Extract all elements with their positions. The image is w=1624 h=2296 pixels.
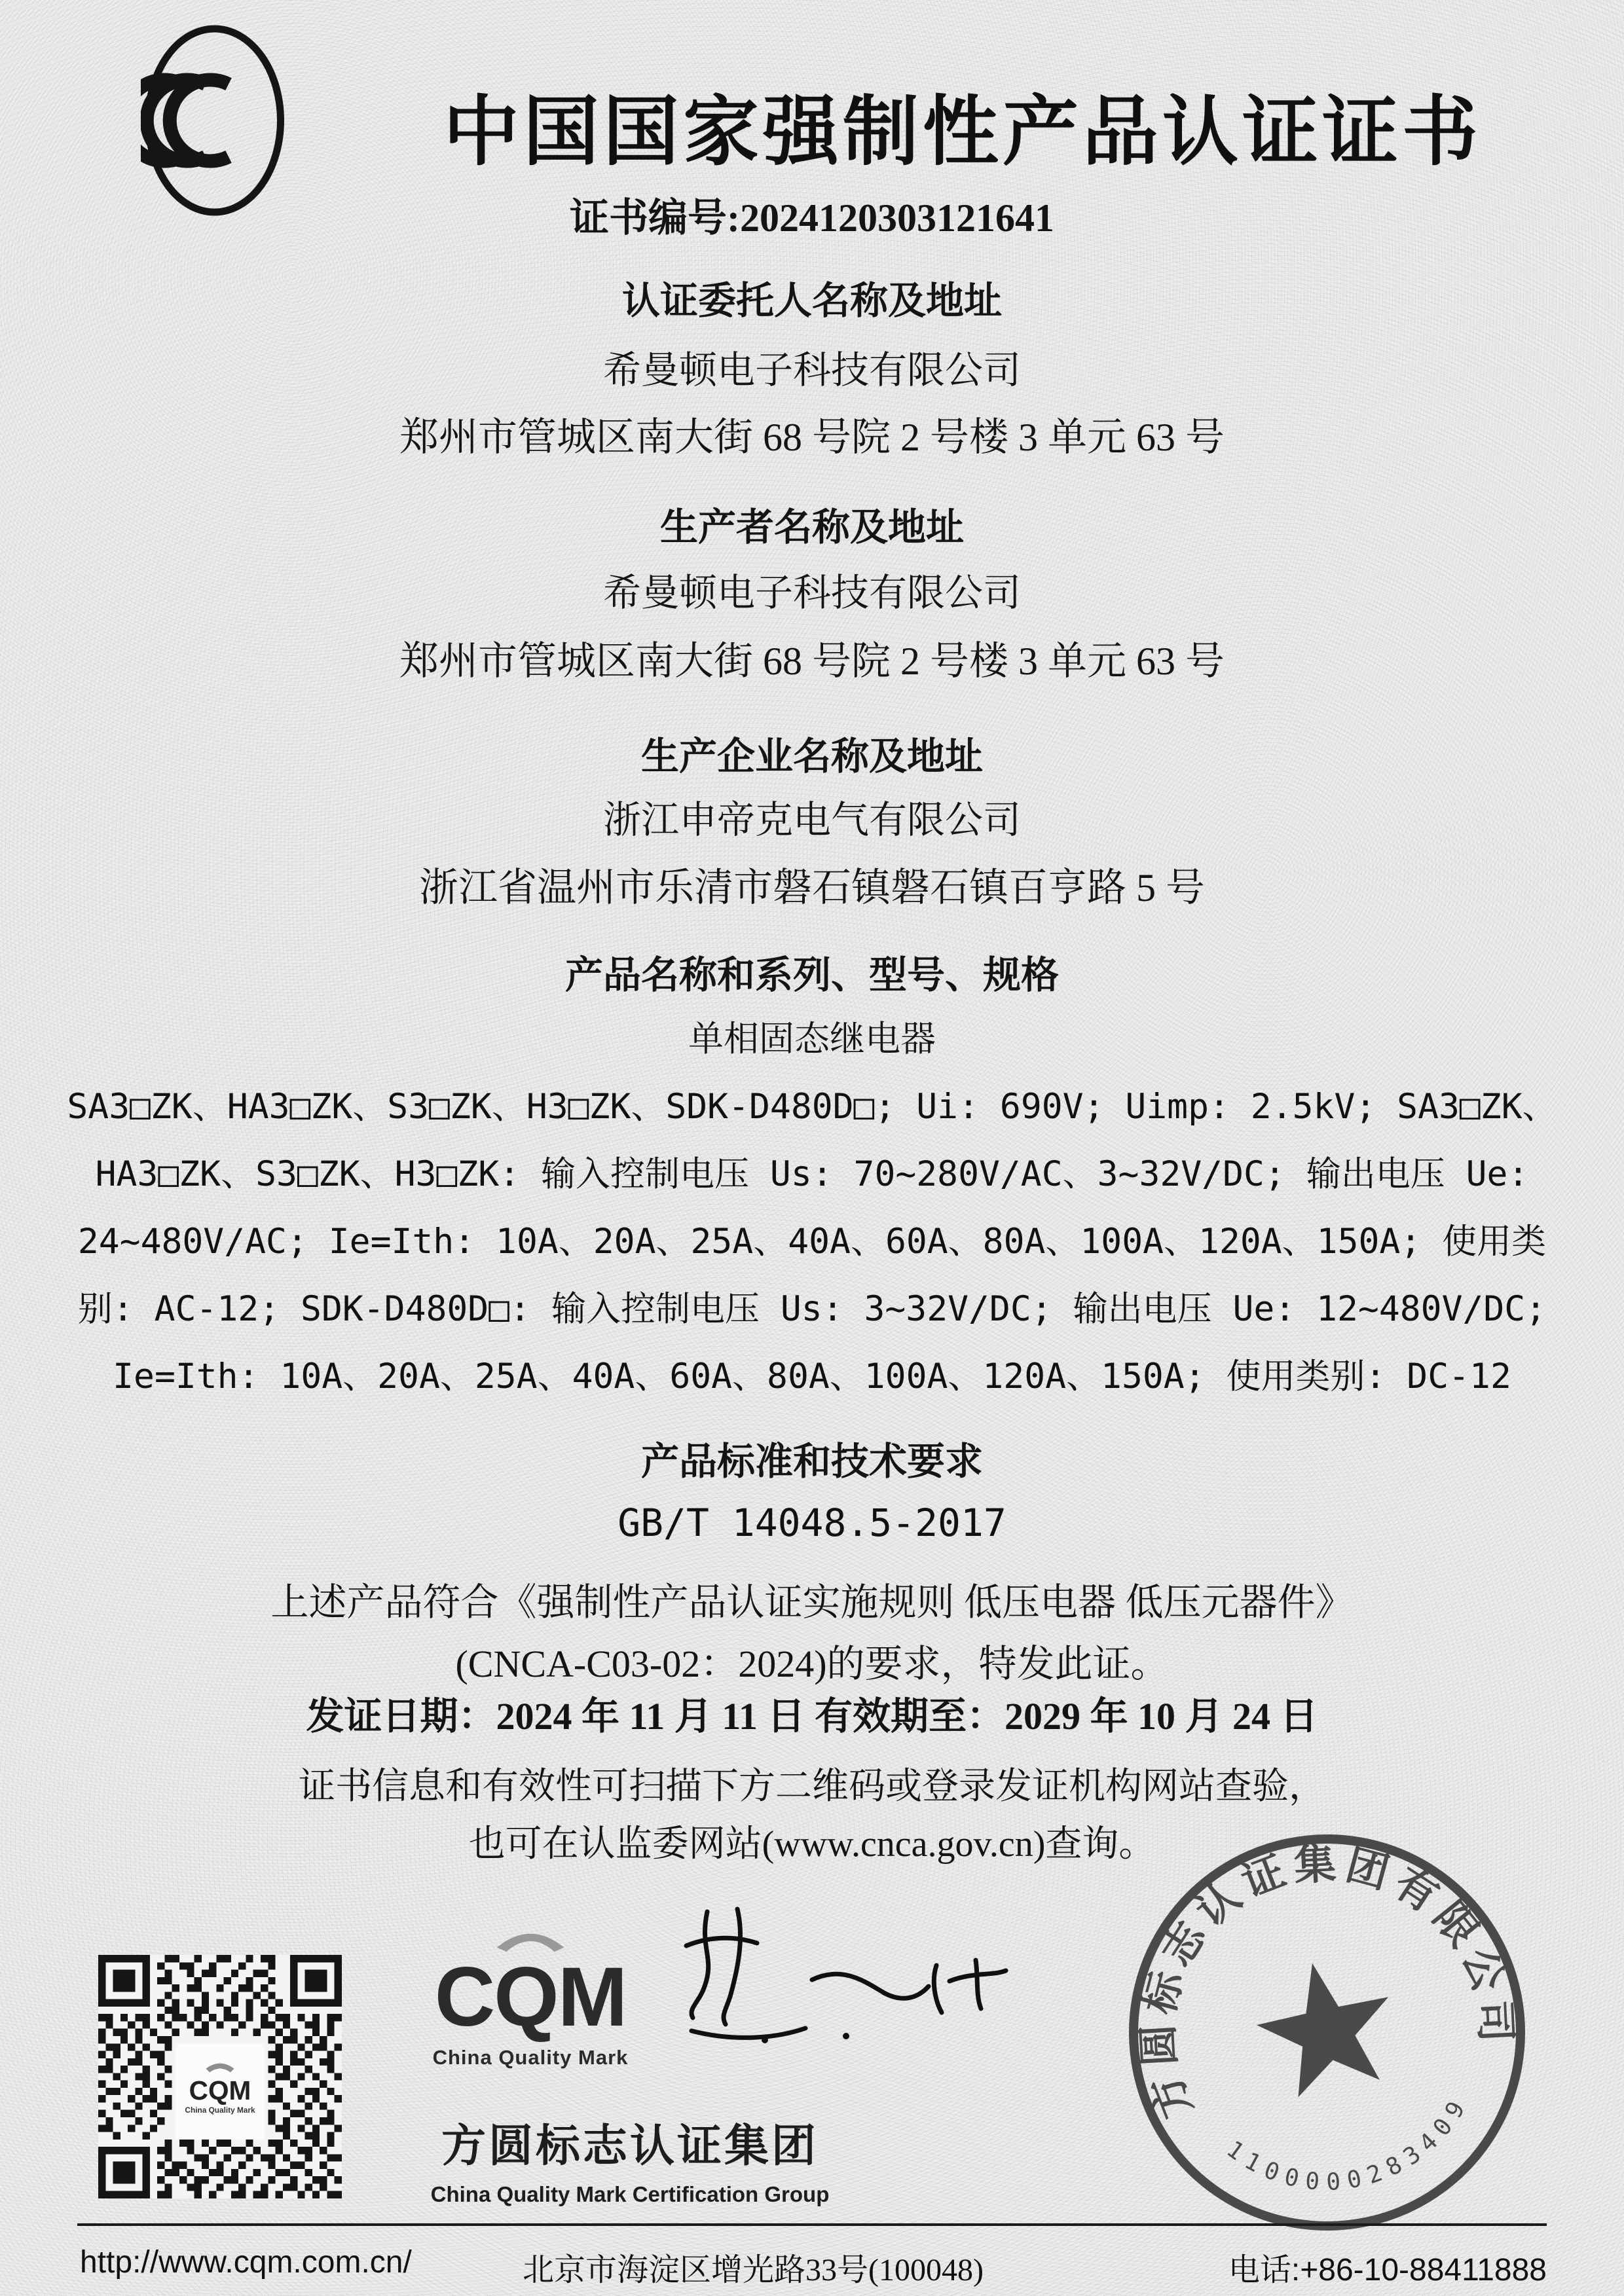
- dates-line: 发证日期：2024 年 11 月 11 日 有效期至：2029 年 10 月 24 日: [306, 1695, 1318, 1738]
- company-seal: [1116, 1821, 1538, 2244]
- standard-value: GB/T 14048.5-2017: [618, 1501, 1006, 1545]
- spec-line: HA3□ZK、S3□ZK、H3□ZK: 输入控制电压 Us: 70~280V/AC、3~32V/DC; 输出电压 Ue:: [95, 1154, 1529, 1194]
- statement-line: 上述产品符合《强制性产品认证实施规则 低压电器 低压元器件》: [270, 1581, 1354, 1624]
- verify-line: 证书信息和有效性可扫描下方二维码或登录发证机构网站查验，: [299, 1766, 1325, 1807]
- applicant-heading: 认证委托人名称及地址: [621, 280, 1002, 322]
- qr-cqm-text: CQM: [189, 2075, 251, 2105]
- spec-line: Ie=Ith: 10A、20A、25A、40A、60A、80A、100A、120A、150A; 使用类别: DC-12: [113, 1357, 1511, 1396]
- seal-company-text: 方圆标志认证集团有限公司: [1134, 1840, 1520, 2125]
- statement-line: (CNCA-C03-02：2024)的要求，特发此证。: [455, 1643, 1169, 1685]
- producer-heading: 生产者名称及地址: [659, 506, 964, 549]
- product-name: 单相固态继电器: [688, 1019, 936, 1059]
- svg-text:方圆标志认证集团有限公司: [1116, 1821, 1527, 2126]
- applicant-name: 希曼顿电子科技有限公司: [602, 349, 1021, 392]
- cqm-logo: [419, 1923, 642, 2069]
- group-name-cn: 方圆标志认证集团: [441, 2121, 819, 2171]
- footer-address: 北京市海淀区增光路33号(100048): [523, 2253, 984, 2287]
- footer-phone: 电话:+86-10-88411888: [1228, 2253, 1547, 2287]
- factory-address: 浙江省温州市乐清市磐石镇磐石镇百亨路 5 号: [419, 866, 1205, 909]
- producer-name: 希曼顿电子科技有限公司: [602, 572, 1021, 614]
- page-title: 中国国家强制性产品认证证书: [443, 89, 1482, 174]
- factory-heading: 生产企业名称及地址: [640, 735, 983, 778]
- seal-serial-text: 1100000283409: [1221, 2090, 1475, 2196]
- seal-star-icon: [1246, 1949, 1405, 2102]
- footer-url: http://www.cqm.com.cn/: [80, 2245, 412, 2280]
- standard-heading: 产品标准和技术要求: [640, 1440, 983, 1483]
- group-name-en: China Quality Mark Certification Group: [430, 2182, 830, 2206]
- spec-line: SA3□ZK、HA3□ZK、S3□ZK、H3□ZK、SDK-D480D□; Ui: 690V; Uimp: 2.5kV; SA3□ZK、: [67, 1087, 1557, 1127]
- producer-address: 郑州市管城区南大街 68 号院 2 号楼 3 单元 63 号: [399, 640, 1225, 683]
- cqm-logo-subtitle: China Quality Mark: [432, 2046, 629, 2069]
- product-heading: 产品名称和系列、型号、规格: [564, 954, 1059, 996]
- factory-name: 浙江申帝克电气有限公司: [602, 799, 1021, 841]
- footer-divider: [77, 2223, 1547, 2226]
- spec-line: 别: AC-12; SDK-D480D□: 输入控制电压 Us: 3~32V/DC; 输出电压 Ue: 12~480V/DC;: [77, 1289, 1547, 1329]
- cert-number: 证书编号:2024120303121641: [570, 196, 1054, 240]
- qr-cqm-subtext: China Quality Mark: [185, 2105, 255, 2115]
- applicant-address: 郑州市管城区南大街 68 号院 2 号楼 3 单元 63 号: [399, 416, 1225, 459]
- spec-line: 24~480V/AC; Ie=Ith: 10A、20A、25A、40A、60A、80A、100A、120A、150A; 使用类: [77, 1222, 1547, 1262]
- svg-text:1100000283409: [1217, 2086, 1487, 2219]
- certification-group-block: [388, 2111, 872, 2207]
- cqm-crown-icon: [481, 1923, 580, 1952]
- verify-line: 也可在认监委网站(www.cnca.gov.cn)查询。: [468, 1824, 1156, 1865]
- cqm-logo-text: CQM: [434, 1950, 627, 2044]
- qr-code: [98, 1955, 342, 2198]
- signature: [609, 1903, 1054, 2060]
